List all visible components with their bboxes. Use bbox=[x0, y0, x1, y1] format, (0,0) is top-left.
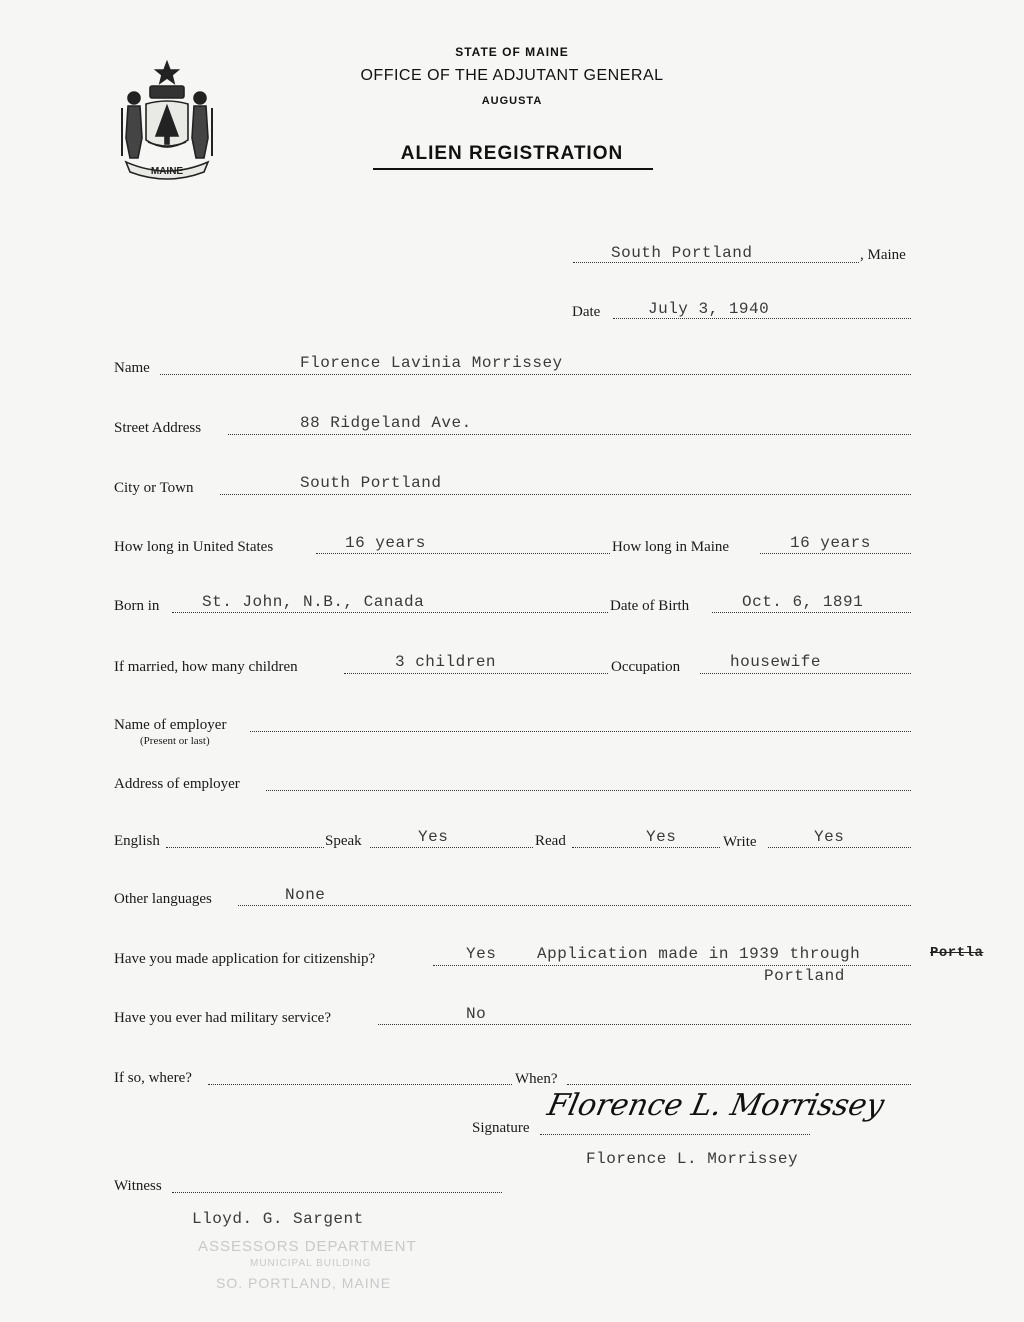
city-value: South Portland bbox=[300, 474, 442, 492]
employer-address-line bbox=[266, 790, 911, 791]
citizenship-detail-continued: Portland bbox=[764, 967, 845, 985]
maine-time-value: 16 years bbox=[790, 534, 871, 552]
signature-label: Signature bbox=[472, 1120, 530, 1136]
us-time-value: 16 years bbox=[345, 534, 426, 552]
city-label: City or Town bbox=[114, 480, 194, 496]
english-line bbox=[166, 847, 324, 848]
name-line bbox=[160, 374, 911, 375]
employer-address-label: Address of employer bbox=[114, 776, 240, 792]
witness-line bbox=[172, 1192, 502, 1193]
speak-value: Yes bbox=[418, 828, 449, 846]
witness-label: Witness bbox=[114, 1178, 162, 1194]
military-label: Have you ever had military service? bbox=[114, 1010, 331, 1026]
write-value: Yes bbox=[814, 828, 845, 846]
military-value: No bbox=[466, 1005, 487, 1023]
stamp-line-1: ASSESSORS DEPARTMENT bbox=[198, 1238, 417, 1255]
location-suffix: , Maine bbox=[860, 247, 906, 263]
where-line bbox=[208, 1084, 512, 1085]
header-city: AUGUSTA bbox=[481, 95, 543, 107]
children-line bbox=[344, 673, 608, 674]
citizenship-value: Yes bbox=[466, 945, 497, 963]
children-value: 3 children bbox=[395, 653, 497, 671]
when-line bbox=[567, 1084, 911, 1085]
dob-label: Date of Birth bbox=[610, 598, 690, 614]
other-languages-line bbox=[238, 905, 911, 906]
header-state: STATE OF MAINE bbox=[455, 45, 569, 59]
stamp-line-2: MUNICIPAL BUILDING bbox=[250, 1258, 372, 1269]
write-label: Write bbox=[723, 834, 757, 850]
military-line bbox=[378, 1024, 911, 1025]
born-value: St. John, N.B., Canada bbox=[202, 593, 425, 611]
maine-time-label: How long in Maine bbox=[612, 539, 730, 555]
read-line bbox=[572, 847, 720, 848]
handwritten-signature: Florence L. Morrissey bbox=[544, 1088, 888, 1123]
stamp-line-3: SO. PORTLAND, MAINE bbox=[216, 1275, 392, 1291]
seal-text: MAINE bbox=[150, 166, 184, 177]
other-languages-value: None bbox=[285, 886, 326, 904]
date-label: Date bbox=[572, 304, 601, 320]
title-underline bbox=[373, 168, 653, 170]
employer-label: Name of employer bbox=[114, 717, 227, 733]
page-title: ALIEN REGISTRATION bbox=[400, 143, 624, 164]
write-line bbox=[768, 847, 911, 848]
signature-line bbox=[540, 1134, 810, 1135]
us-time-label: How long in United States bbox=[114, 539, 274, 555]
dob-line bbox=[712, 612, 911, 613]
occupation-label: Occupation bbox=[611, 659, 681, 675]
employer-line bbox=[250, 731, 911, 732]
children-label: If married, how many children bbox=[114, 659, 298, 675]
born-line bbox=[172, 612, 608, 613]
employer-sublabel: (Present or last) bbox=[140, 735, 210, 747]
occupation-line bbox=[700, 673, 911, 674]
dob-value: Oct. 6, 1891 bbox=[742, 593, 864, 611]
header-office: OFFICE OF THE ADJUTANT GENERAL bbox=[360, 67, 664, 84]
citizenship-line bbox=[433, 965, 911, 966]
speak-line bbox=[370, 847, 533, 848]
street-label: Street Address bbox=[114, 420, 202, 436]
born-label: Born in bbox=[114, 598, 160, 614]
read-label: Read bbox=[535, 833, 566, 849]
witness-typed-name: Lloyd. G. Sargent bbox=[192, 1210, 364, 1228]
citizenship-struck-text: Portla bbox=[930, 945, 984, 961]
where-label: If so, where? bbox=[114, 1070, 192, 1086]
name-value: Florence Lavinia Morrissey bbox=[300, 354, 563, 372]
citizenship-detail: Application made in 1939 through bbox=[537, 945, 861, 963]
speak-label: Speak bbox=[325, 833, 362, 849]
signature-typed-name: Florence L. Morrissey bbox=[586, 1150, 799, 1168]
us-time-line bbox=[316, 553, 610, 554]
name-label: Name bbox=[114, 360, 150, 376]
citizenship-label: Have you made application for citizenship? bbox=[114, 951, 376, 967]
street-value: 88 Ridgeland Ave. bbox=[300, 414, 472, 432]
read-value: Yes bbox=[646, 828, 677, 846]
location-value: South Portland bbox=[611, 244, 753, 262]
occupation-value: housewife bbox=[730, 653, 821, 671]
other-languages-label: Other languages bbox=[114, 891, 212, 907]
date-line bbox=[613, 318, 911, 319]
when-label: When? bbox=[515, 1071, 558, 1087]
english-label: English bbox=[114, 833, 160, 849]
maine-time-line bbox=[760, 553, 911, 554]
date-value: July 3, 1940 bbox=[648, 300, 770, 318]
city-line bbox=[220, 494, 911, 495]
location-line bbox=[573, 262, 859, 263]
street-line bbox=[228, 434, 911, 435]
